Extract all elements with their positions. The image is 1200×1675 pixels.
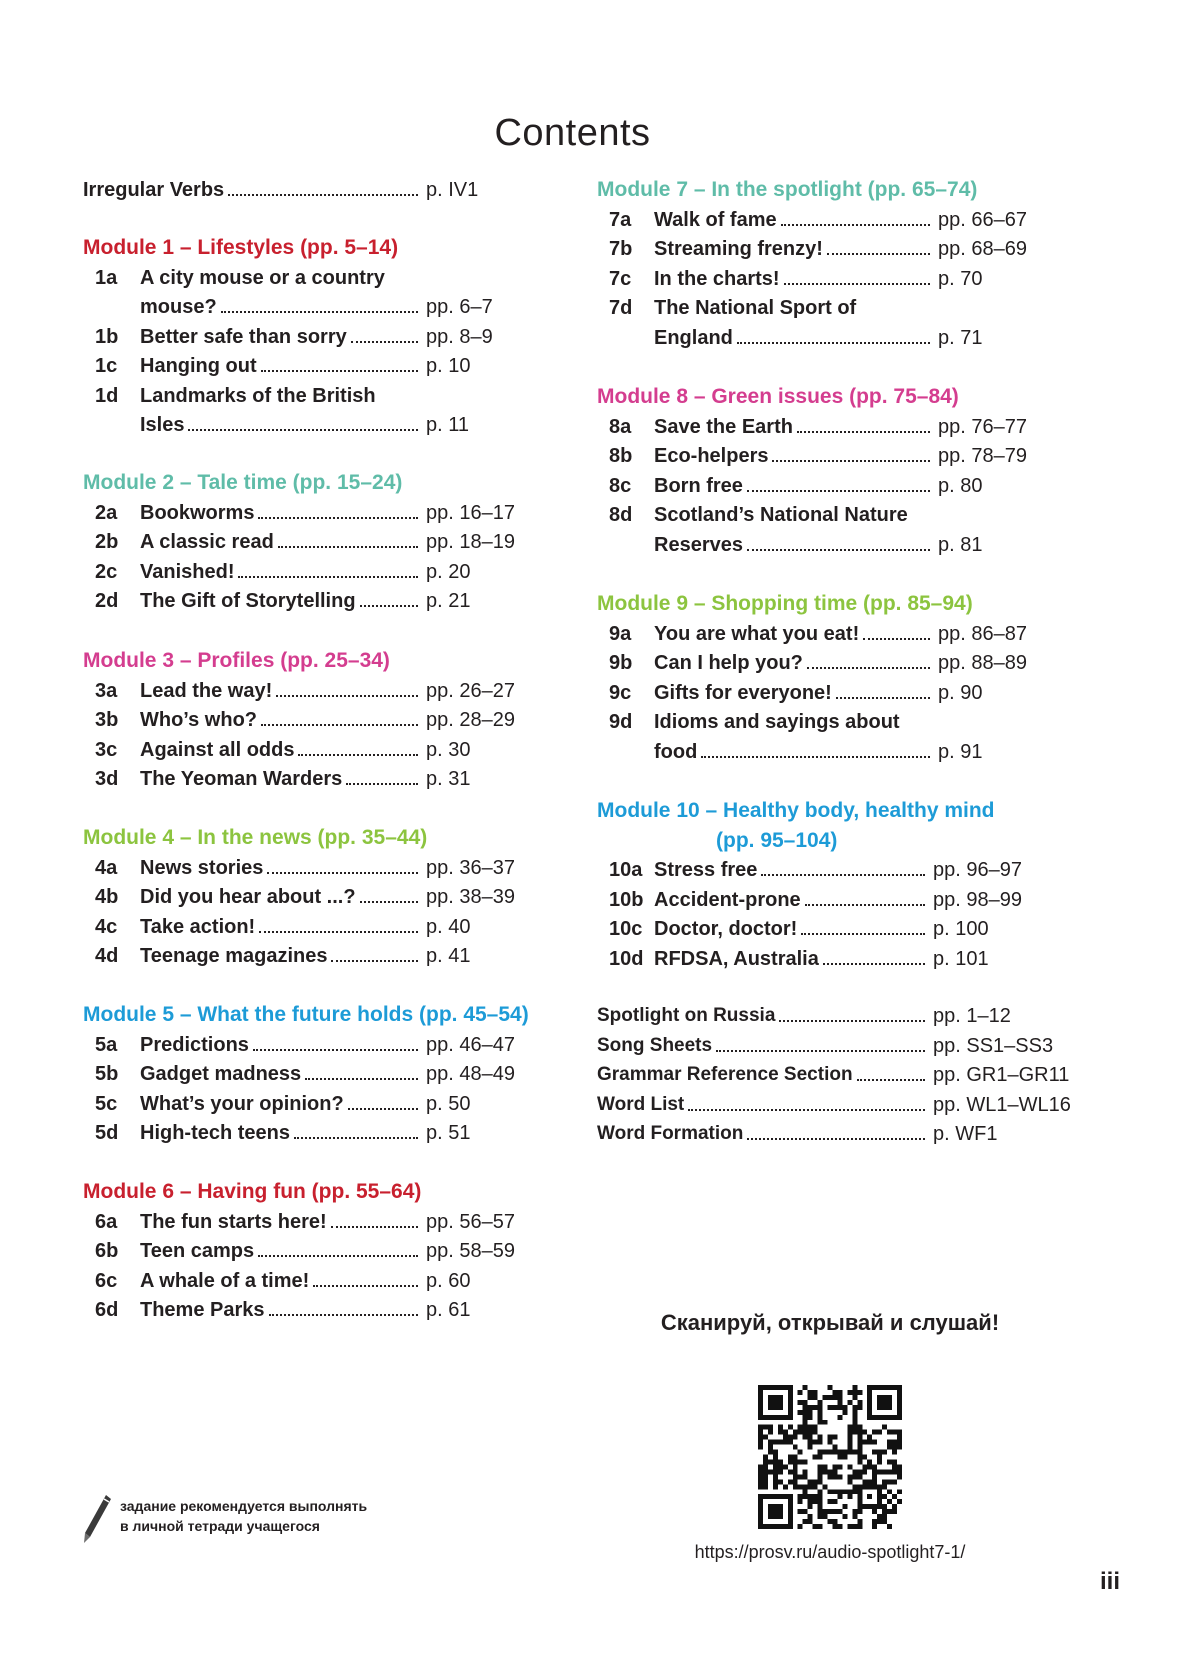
dot-leader	[269, 1314, 418, 1316]
entry-title: Word List	[597, 1093, 685, 1115]
page-title: Contents	[494, 112, 651, 154]
toc-entry-2d[interactable]	[83, 585, 523, 617]
entry-title: Save the Earth	[654, 415, 793, 438]
unit-code: 3a	[95, 679, 118, 702]
page-ref: p. IV1	[426, 179, 479, 201]
page-ref: pp. 36–37	[426, 856, 515, 879]
page-ref: pp. 96–97	[933, 859, 1022, 881]
module-heading-5[interactable]: Module 5 – What the future holds (pp. 45–54)	[83, 1003, 529, 1026]
entry-title: Irregular Verbs	[83, 179, 225, 201]
unit-code: 2b	[95, 531, 119, 553]
entry-title-continued: Isles	[140, 414, 185, 436]
toc-entry-8a[interactable]	[597, 411, 1067, 443]
dot-leader	[276, 695, 418, 697]
page-ref: pp. 76–77	[938, 415, 1027, 438]
entry-title: The Gift of Storytelling	[140, 590, 356, 612]
page-ref: p. 21	[426, 590, 471, 612]
toc-entry-3d[interactable]	[83, 763, 523, 795]
page-ref: p. 70	[938, 267, 983, 290]
toc-entry-2a[interactable]	[83, 497, 523, 529]
audio-url[interactable]: https://prosv.ru/audio-spotlight7-1/	[694, 1542, 966, 1562]
dot-leader	[807, 667, 930, 669]
toc-entry[interactable]	[597, 1118, 1067, 1150]
page-ref: p. 80	[938, 474, 983, 497]
dot-leader	[294, 1137, 418, 1139]
page-ref: p. 101	[933, 947, 989, 970]
toc-entry-9b[interactable]	[597, 647, 1067, 679]
dot-leader	[331, 1226, 418, 1228]
unit-code: 3b	[95, 709, 119, 731]
entry-title: Doctor, doctor!	[654, 918, 798, 940]
entry-title: You are what you eat!	[654, 622, 860, 645]
page-ref: p. 100	[933, 918, 989, 940]
note-line-2: в личной тетради учащегося	[120, 1518, 320, 1534]
dot-leader	[863, 638, 930, 640]
dot-leader	[267, 872, 418, 874]
qr-caption: Сканируй, открывай и слушай!	[660, 1310, 1000, 1335]
dot-leader	[747, 490, 930, 492]
unit-code: 8c	[609, 474, 632, 497]
toc-entry-4b[interactable]	[83, 881, 523, 913]
entry-title: The Yeoman Warders	[140, 768, 343, 790]
unit-code: 6d	[95, 1299, 119, 1321]
page-ref: pp. 58–59	[426, 1240, 515, 1262]
unit-code: 10c	[609, 918, 643, 940]
toc-entry-3b[interactable]	[83, 704, 523, 736]
entry-title: Word Formation	[597, 1123, 744, 1144]
page-ref: p. 30	[426, 738, 471, 761]
module-heading-1[interactable]: Module 1 – Lifestyles (pp. 5–14)	[83, 236, 399, 259]
toc-entry-continued[interactable]	[597, 322, 1067, 354]
page-ref: pp. 16–17	[426, 501, 515, 524]
toc-entry-1c[interactable]	[83, 350, 523, 382]
entry-title: Theme Parks	[140, 1299, 265, 1321]
dot-leader	[784, 283, 930, 285]
toc-entry-9c[interactable]	[597, 677, 1067, 709]
module-heading-4[interactable]: Module 4 – In the news (pp. 35–44)	[83, 826, 428, 849]
entry-title: A city mouse or a country	[140, 266, 385, 289]
qr-code-icon[interactable]	[758, 1385, 902, 1529]
page-ref: p. 31	[426, 768, 471, 790]
page-ref: p. WF1	[933, 1123, 998, 1145]
entry-title-continued: England	[654, 326, 733, 349]
toc-entry-5a[interactable]	[83, 1029, 523, 1061]
page-ref: pp. 78–79	[938, 445, 1027, 467]
toc-entry-9a[interactable]	[597, 618, 1067, 650]
toc-entry-8b[interactable]	[597, 440, 1067, 472]
entry-title: News stories	[140, 856, 264, 879]
dot-leader	[261, 370, 418, 372]
entry-title-continued: mouse?	[140, 296, 217, 318]
unit-code: 2d	[95, 590, 119, 612]
unit-code: 9c	[609, 681, 632, 704]
dot-leader	[351, 341, 418, 343]
page-ref: p. 90	[938, 681, 983, 704]
unit-code: 10b	[609, 888, 644, 911]
toc-entry-continued[interactable]	[83, 409, 523, 441]
unit-code: 7d	[609, 297, 633, 319]
dot-leader	[747, 549, 930, 551]
unit-code: 6c	[95, 1269, 118, 1292]
toc-entry[interactable]	[597, 1089, 1071, 1121]
entry-title: Spotlight on Russia	[597, 1005, 776, 1026]
entry-title: The fun starts here!	[140, 1210, 327, 1233]
page-ref: pp. 56–57	[426, 1210, 515, 1233]
unit-code: 1b	[95, 325, 119, 348]
toc-entry[interactable]	[597, 1000, 1067, 1032]
entry-title: Teen camps	[140, 1240, 255, 1262]
unit-code: 5a	[95, 1033, 118, 1056]
page-ref: pp. 66–67	[938, 208, 1027, 231]
entry-title: Against all odds	[140, 738, 295, 761]
toc-entry-1a[interactable]	[83, 262, 523, 294]
toc-entry-2b[interactable]	[83, 526, 523, 558]
unit-code: 3d	[95, 768, 119, 790]
unit-code: 2a	[95, 501, 118, 524]
page-ref: pp. 8–9	[426, 325, 493, 348]
toc-entry-continued[interactable]	[597, 529, 1067, 561]
module-heading-8[interactable]: Module 8 – Green issues (pp. 75–84)	[597, 385, 959, 408]
dot-leader	[827, 253, 930, 255]
page-ref: pp. 98–99	[933, 888, 1022, 911]
unit-code: 6b	[95, 1240, 119, 1262]
entry-title: Born free	[654, 474, 743, 497]
toc-entry-5d[interactable]	[83, 1117, 523, 1149]
unit-code: 8a	[609, 415, 632, 438]
page-ref: pp. GR1–GR11	[933, 1064, 1070, 1086]
page-ref: p. 91	[938, 740, 983, 763]
toc-entry-5c[interactable]	[83, 1088, 523, 1120]
dot-leader	[258, 1255, 418, 1257]
entry-title-continued: Reserves	[654, 533, 743, 556]
dot-leader	[258, 517, 418, 519]
dot-leader	[305, 1078, 418, 1080]
dot-leader	[772, 460, 930, 462]
toc-entry-6b[interactable]	[83, 1235, 523, 1267]
dot-leader	[805, 904, 925, 906]
entry-title: Scotland’s National Nature	[654, 504, 908, 526]
toc-entry-10a[interactable]	[597, 854, 1067, 886]
unit-code: 9b	[609, 652, 633, 674]
dot-leader	[259, 931, 418, 933]
unit-code: 5d	[95, 1122, 119, 1144]
entry-title: High-tech teens	[140, 1122, 291, 1144]
dot-leader	[747, 1138, 925, 1140]
entry-title: Gadget madness	[140, 1063, 302, 1085]
page-ref: pp. 6–7	[426, 296, 493, 318]
dot-leader	[797, 431, 930, 433]
toc-entry-10c[interactable]	[597, 913, 1067, 945]
toc-entry-2c[interactable]	[83, 556, 523, 588]
page-ref: pp. 68–69	[938, 238, 1027, 260]
unit-code: 1c	[95, 355, 118, 377]
entry-title: Eco-helpers	[654, 445, 769, 467]
entry-title: What’s your opinion?	[140, 1092, 344, 1115]
toc-entry-7d[interactable]	[597, 292, 1067, 324]
entry-title: Gifts for everyone!	[654, 681, 832, 704]
module-heading-10[interactable]: Module 10 – Healthy body, healthy mind	[597, 799, 995, 822]
entry-title: Predictions	[140, 1033, 249, 1056]
page-ref: pp. WL1–WL16	[933, 1093, 1071, 1116]
toc-entry-1d[interactable]	[83, 380, 523, 412]
page-number: iii	[1100, 1568, 1121, 1595]
entry-title: Can I help you?	[654, 652, 803, 674]
dot-leader	[737, 342, 930, 344]
dot-leader	[701, 756, 930, 758]
unit-code: 5c	[95, 1092, 118, 1115]
dot-leader	[253, 1049, 418, 1051]
toc-entry-continued[interactable]	[597, 736, 1067, 768]
dot-leader	[298, 754, 418, 756]
page-ref: pp. 46–47	[426, 1033, 515, 1056]
entry-title: A classic read	[140, 531, 274, 553]
page-ref: pp. 18–19	[426, 531, 515, 553]
unit-code: 4b	[95, 886, 119, 908]
page-ref: pp. 88–89	[938, 652, 1027, 674]
entry-title: Streaming frenzy!	[654, 238, 823, 260]
page-ref: pp. SS1–SS3	[933, 1034, 1054, 1057]
toc-entry-6d[interactable]	[83, 1294, 523, 1326]
dot-leader	[221, 311, 418, 313]
dot-leader	[313, 1285, 418, 1287]
dot-leader	[228, 194, 418, 196]
dot-leader	[823, 963, 925, 965]
module-heading-2[interactable]: Module 2 – Tale time (pp. 15–24)	[83, 471, 403, 494]
unit-code: 7c	[609, 267, 632, 290]
unit-code: 4c	[95, 915, 118, 938]
dot-leader	[261, 724, 418, 726]
toc-entry-8d[interactable]	[597, 499, 1067, 531]
module-heading-10-cont[interactable]: (pp. 95–104)	[716, 828, 838, 852]
entry-title: Vanished!	[140, 560, 235, 583]
toc-entry-3c[interactable]	[83, 734, 523, 766]
page-ref: p. 41	[426, 945, 471, 967]
page-ref: pp. 38–39	[426, 886, 515, 908]
unit-code: 5b	[95, 1063, 119, 1085]
module-heading-7[interactable]: Module 7 – In the spotlight (pp. 65–74)	[597, 178, 978, 201]
unit-code: 2c	[95, 560, 118, 583]
page-ref: p. 20	[426, 560, 471, 583]
unit-code: 6a	[95, 1210, 118, 1233]
entry-title: Walk of fame	[654, 208, 777, 231]
module-heading-9[interactable]: Module 9 – Shopping time (pp. 85–94)	[597, 592, 973, 615]
page-ref: p. 11	[426, 414, 469, 436]
entry-title: Did you hear about ...?	[140, 886, 356, 908]
toc-entry-4a[interactable]	[83, 852, 523, 884]
entry-title: Teenage magazines	[140, 945, 328, 967]
toc-entry-10d[interactable]	[597, 943, 1067, 975]
toc-entry[interactable]	[597, 1059, 1070, 1091]
toc-entry-6c[interactable]	[83, 1265, 523, 1297]
unit-code: 7b	[609, 238, 633, 260]
note-line-1: задание рекомендуется выполнять	[120, 1498, 368, 1514]
toc-entry-9d[interactable]	[597, 706, 1067, 738]
workbook-note	[120, 1496, 367, 1536]
dot-leader	[360, 605, 418, 607]
unit-code: 9a	[609, 622, 632, 645]
dot-leader	[716, 1050, 925, 1052]
entry-title: Lead the way!	[140, 679, 273, 702]
page-ref: pp. 28–29	[426, 709, 515, 731]
unit-code: 10d	[609, 947, 644, 970]
module-heading-3[interactable]: Module 3 – Profiles (pp. 25–34)	[83, 649, 390, 672]
toc-entry-10b[interactable]	[597, 884, 1067, 916]
dot-leader	[688, 1109, 925, 1111]
unit-code: 4d	[95, 945, 119, 967]
entry-title: Idioms and sayings about	[654, 711, 900, 733]
entry-title: The National Sport of	[654, 297, 857, 319]
page-ref: pp. 48–49	[426, 1063, 515, 1085]
dot-leader	[857, 1079, 925, 1081]
dot-leader	[188, 429, 418, 431]
page-ref: pp. 86–87	[938, 622, 1027, 645]
dot-leader	[761, 874, 925, 876]
entry-title: A whale of a time!	[140, 1269, 310, 1292]
dot-leader	[278, 546, 418, 548]
entry-title: Grammar Reference Section	[597, 1064, 853, 1085]
entry-title: In the charts!	[654, 267, 780, 290]
toc-entry-6a[interactable]	[83, 1206, 523, 1238]
entry-title: Accident-prone	[654, 888, 801, 911]
entry-title: Who’s who?	[140, 709, 258, 731]
dot-leader	[238, 576, 418, 578]
page-ref: p. 61	[426, 1299, 471, 1321]
entry-title: Stress free	[654, 859, 758, 881]
entry-title-continued: food	[654, 740, 698, 763]
unit-code: 10a	[609, 859, 643, 881]
unit-code: 8d	[609, 504, 633, 526]
toc-entry-7b[interactable]	[597, 233, 1067, 265]
page-ref: p. 71	[938, 326, 983, 349]
dot-leader	[360, 901, 418, 903]
dot-leader	[836, 697, 930, 699]
dot-leader	[346, 783, 418, 785]
toc-entry-4d[interactable]	[83, 940, 523, 972]
entry-title: Bookworms	[140, 501, 255, 524]
module-heading-6[interactable]: Module 6 – Having fun (pp. 55–64)	[83, 1180, 422, 1203]
toc-entry-8c[interactable]	[597, 470, 1067, 502]
dot-leader	[331, 960, 418, 962]
toc-entry[interactable]	[597, 1030, 1067, 1062]
page-ref: p. 10	[426, 355, 471, 377]
page-ref: p. 40	[426, 915, 471, 938]
toc-entry-5b[interactable]	[83, 1058, 523, 1090]
entry-title: Landmarks of the British	[140, 384, 376, 407]
unit-code: 9d	[609, 711, 633, 733]
page-ref: pp. 1–12	[933, 1005, 1011, 1027]
unit-code: 4a	[95, 856, 118, 879]
toc-entry[interactable]	[83, 174, 523, 206]
unit-code: 1a	[95, 266, 118, 289]
page-ref: p. 51	[426, 1122, 471, 1144]
toc-entry-7c[interactable]	[597, 263, 1067, 295]
entry-title: Hanging out	[140, 355, 257, 377]
entry-title: Better safe than sorry	[140, 325, 347, 348]
pen-icon	[80, 1493, 114, 1545]
entry-title: Take action!	[140, 915, 256, 938]
toc-entry-1b[interactable]	[83, 321, 523, 353]
unit-code: 8b	[609, 445, 633, 467]
page-ref: pp. 26–27	[426, 679, 515, 702]
entry-title: RFDSA, Australia	[654, 947, 819, 970]
unit-code: 1d	[95, 384, 119, 407]
toc-entry-4c[interactable]	[83, 911, 523, 943]
dot-leader	[801, 933, 925, 935]
toc-entry-continued[interactable]	[83, 291, 523, 323]
unit-code: 3c	[95, 738, 118, 761]
page-ref: p. 60	[426, 1269, 471, 1292]
page-ref: p. 81	[938, 533, 983, 556]
entry-title: Song Sheets	[597, 1034, 713, 1056]
dot-leader	[781, 224, 930, 226]
dot-leader	[779, 1020, 925, 1022]
toc-entry-3a[interactable]	[83, 675, 523, 707]
dot-leader	[348, 1108, 418, 1110]
page-ref: p. 50	[426, 1092, 471, 1115]
toc-entry-7a[interactable]	[597, 204, 1067, 236]
unit-code: 7a	[609, 208, 632, 231]
